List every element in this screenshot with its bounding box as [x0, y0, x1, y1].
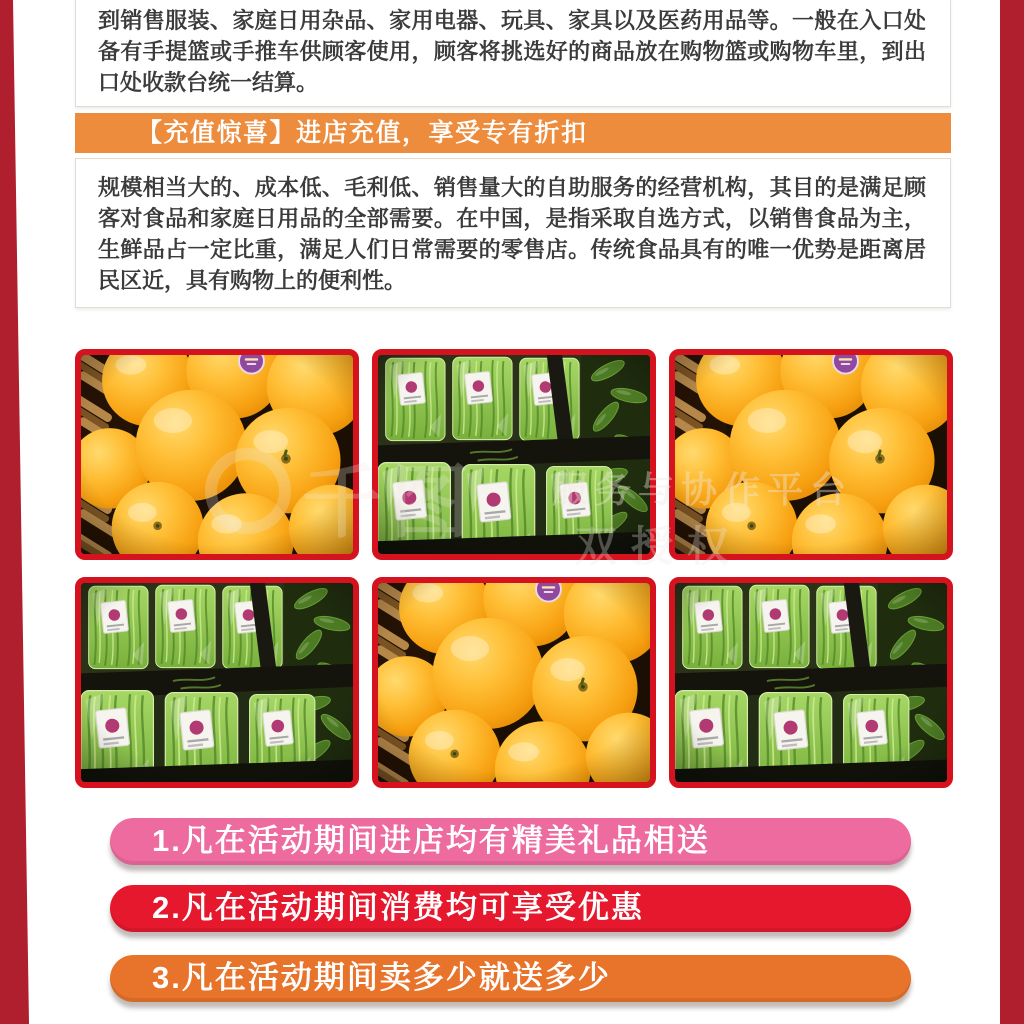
- offer-pill-1: [110, 818, 911, 865]
- photo-oranges-5: [372, 577, 656, 788]
- offer-1-label: 1.凡在活动期间进店均有精美礼品相送: [152, 823, 710, 858]
- watermark-text: 服务与协作平台: [552, 469, 854, 510]
- body-text-card: [75, 158, 951, 308]
- photo-beans-4: [75, 577, 359, 788]
- offer-pill-3: [110, 955, 911, 1002]
- offer-3-label: 3.凡在活动期间卖多少就送多少: [152, 960, 611, 995]
- offer-pill-2: [110, 885, 911, 932]
- watermark-text-2: 双授权: [575, 523, 744, 570]
- intro-text: 到销售服装、家庭日用杂品、家用电器、玩具、家具以及医药用品等。一般在入口处备有手提篮或手推车供顾客使用，顾客将挑选好的商品放在购物篮或购物车里，到出口处收款台统一结算。: [98, 8, 926, 95]
- left-red-band: [0, 0, 30, 1024]
- offer-2-label: 2.凡在活动期间消费均可享受优惠: [152, 890, 644, 925]
- photo-oranges-3: [669, 349, 953, 560]
- right-red-band: [1000, 0, 1024, 1024]
- photo-oranges-1: [75, 349, 359, 560]
- intro-text-card: [75, 0, 951, 107]
- photo-beans-6: [669, 577, 953, 788]
- photo-grid: [75, 349, 953, 788]
- recharge-promo-text: 【充值惊喜】进店充值，享受专有折扣: [137, 119, 588, 147]
- watermark-logo: 千图: [302, 458, 478, 547]
- recharge-promo-banner: [75, 113, 951, 153]
- body-text: 规模相当大的、成本低、毛利低、销售量大的自助服务的经营机构，其目的是满足顾客对食品和家庭日用品的全部需要。在中国，是指采取自选方式，以销售食品为主，生鲜品占一定比重，满足人们日常需要的零售店。传统食品具有的唯一优势是距离居民区近，具有购物上的便利性。: [98, 175, 926, 293]
- photo-beans-2: [372, 349, 656, 560]
